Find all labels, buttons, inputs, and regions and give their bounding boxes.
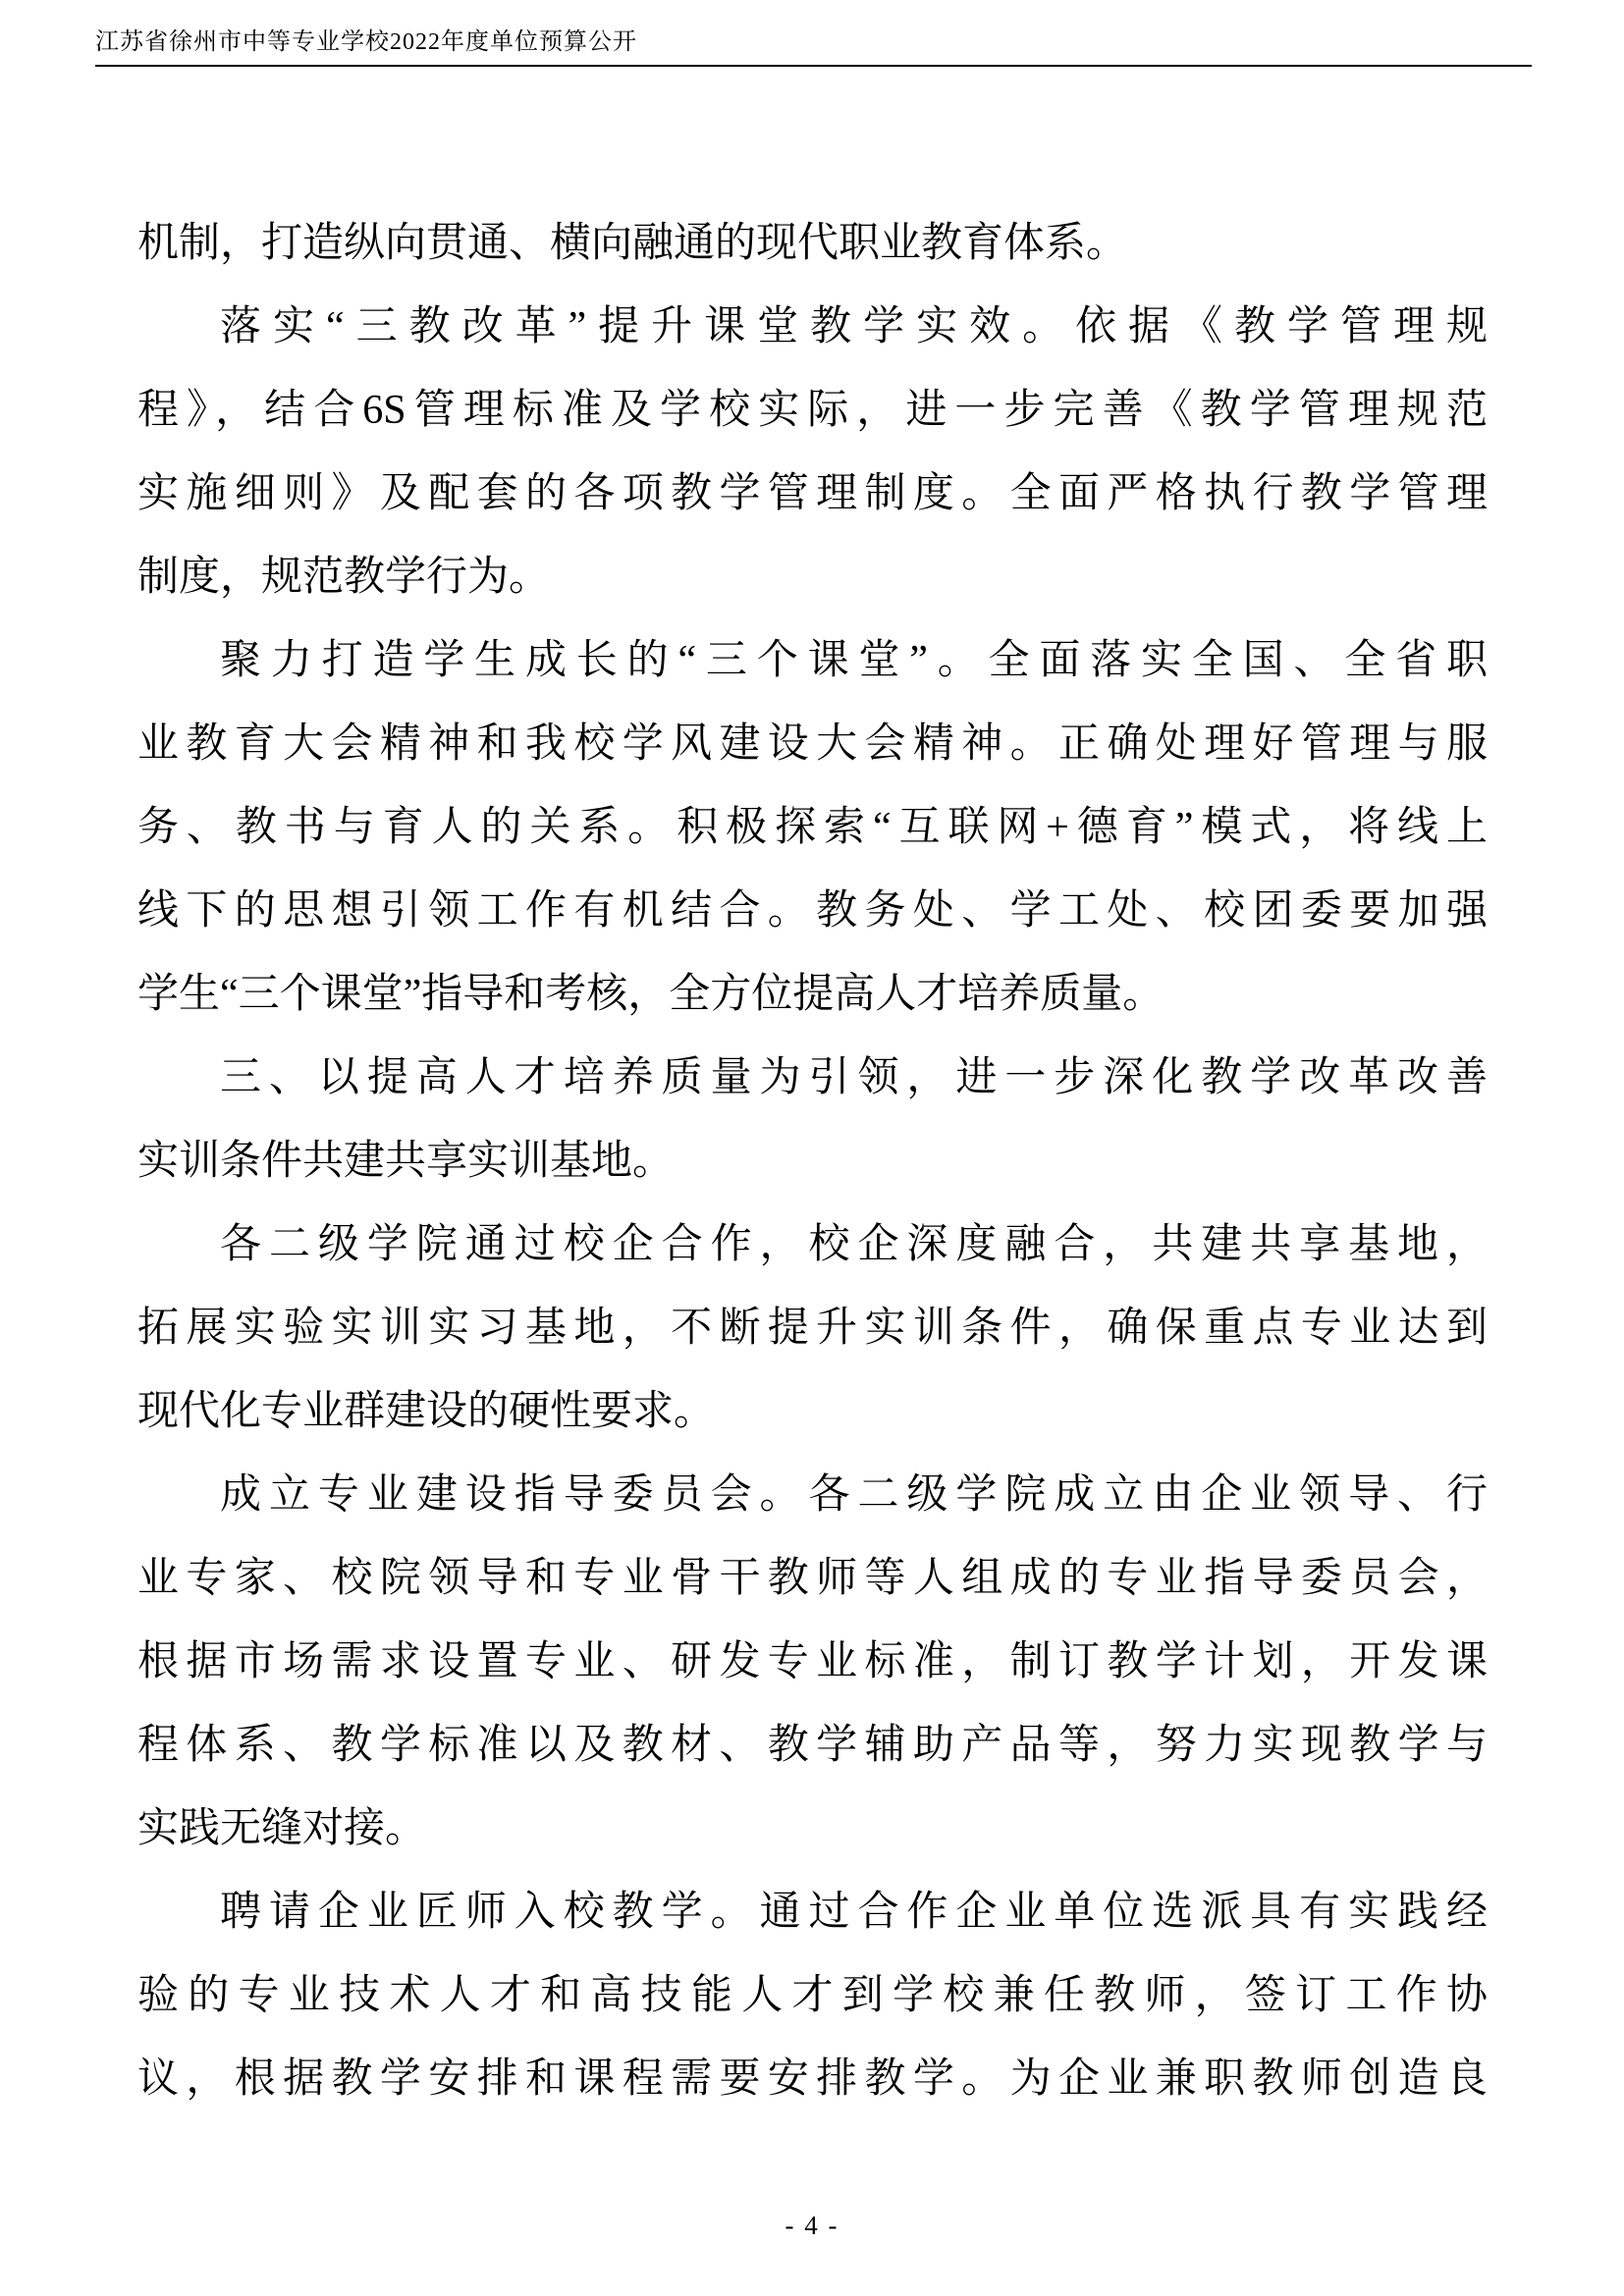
body-line: 现代化专业群建设的硬性要求。: [137, 1389, 716, 1434]
page-number: - 4 -: [785, 2211, 839, 2240]
body-line: 实践无缝对接。: [137, 1806, 427, 1851]
body-line: 议，根据教学安排和课程需要安排教学。为企业兼职教师创造良: [137, 2056, 1488, 2102]
body-line: 务、教书与育人的关系。积极探索“互联网+德育”模式，将线上: [137, 805, 1488, 850]
body-line: 机制，打造纵向贯通、横向融通的现代职业教育体系。: [137, 221, 1128, 266]
body-line: 程体系、教学标准以及教材、教学辅助产品等，努力实现教学与: [137, 1723, 1488, 1768]
body-line: 线下的思想引领工作有机结合。教务处、学工处、校团委要加强: [137, 888, 1488, 934]
document-footer: [0, 2211, 1624, 2241]
body-line: 程》，结合6S管理标准及学校实际，进一步完善《教学管理规范: [137, 388, 1488, 433]
body-line: 制度，规范教学行为。: [137, 555, 551, 600]
body-line: 各二级学院通过校企合作，校企深度融合，共建共享基地，: [220, 1222, 1488, 1267]
document-header: [95, 22, 1532, 67]
document-body: [137, 202, 1488, 2121]
body-line: 业专家、校院领导和专业骨干教师等人组成的专业指导委员会，: [137, 1556, 1488, 1601]
body-line: 三、以提高人才培养质量为引领，进一步深化教学改革改善: [220, 1055, 1488, 1100]
body-line: 根据市场需求设置专业、研发专业标准，制订教学计划，开发课: [137, 1639, 1488, 1684]
body-line: 落实“三教改革”提升课堂教学实效。依据《教学管理规: [220, 304, 1488, 349]
body-line: 实施细则》及配套的各项教学管理制度。全面严格执行教学管理: [137, 471, 1488, 516]
body-line: 聚力打造学生成长的“三个课堂”。全面落实全国、全省职: [220, 638, 1488, 683]
body-line: 验的专业技术人才和高技能人才到学校兼任教师，签订工作协: [137, 1973, 1488, 2018]
body-line: 学生“三个课堂”指导和考核，全方位提高人才培养质量。: [137, 972, 1164, 1017]
body-line: 成立专业建设指导委员会。各二级学院成立由企业领导、行: [220, 1472, 1488, 1518]
body-line: 聘请企业匠师入校教学。通过合作企业单位选派具有实践经: [220, 1890, 1488, 1935]
body-line: 实训条件共建共享实训基地。: [137, 1139, 675, 1184]
header-title: 江苏省徐州市中等专业学校2022年度单位预算公开: [95, 29, 637, 55]
body-line: 拓展实验实训实习基地，不断提升实训条件，确保重点专业达到: [137, 1306, 1488, 1351]
body-line: 业教育大会精神和我校学风建设大会精神。正确处理好管理与服: [137, 721, 1488, 767]
